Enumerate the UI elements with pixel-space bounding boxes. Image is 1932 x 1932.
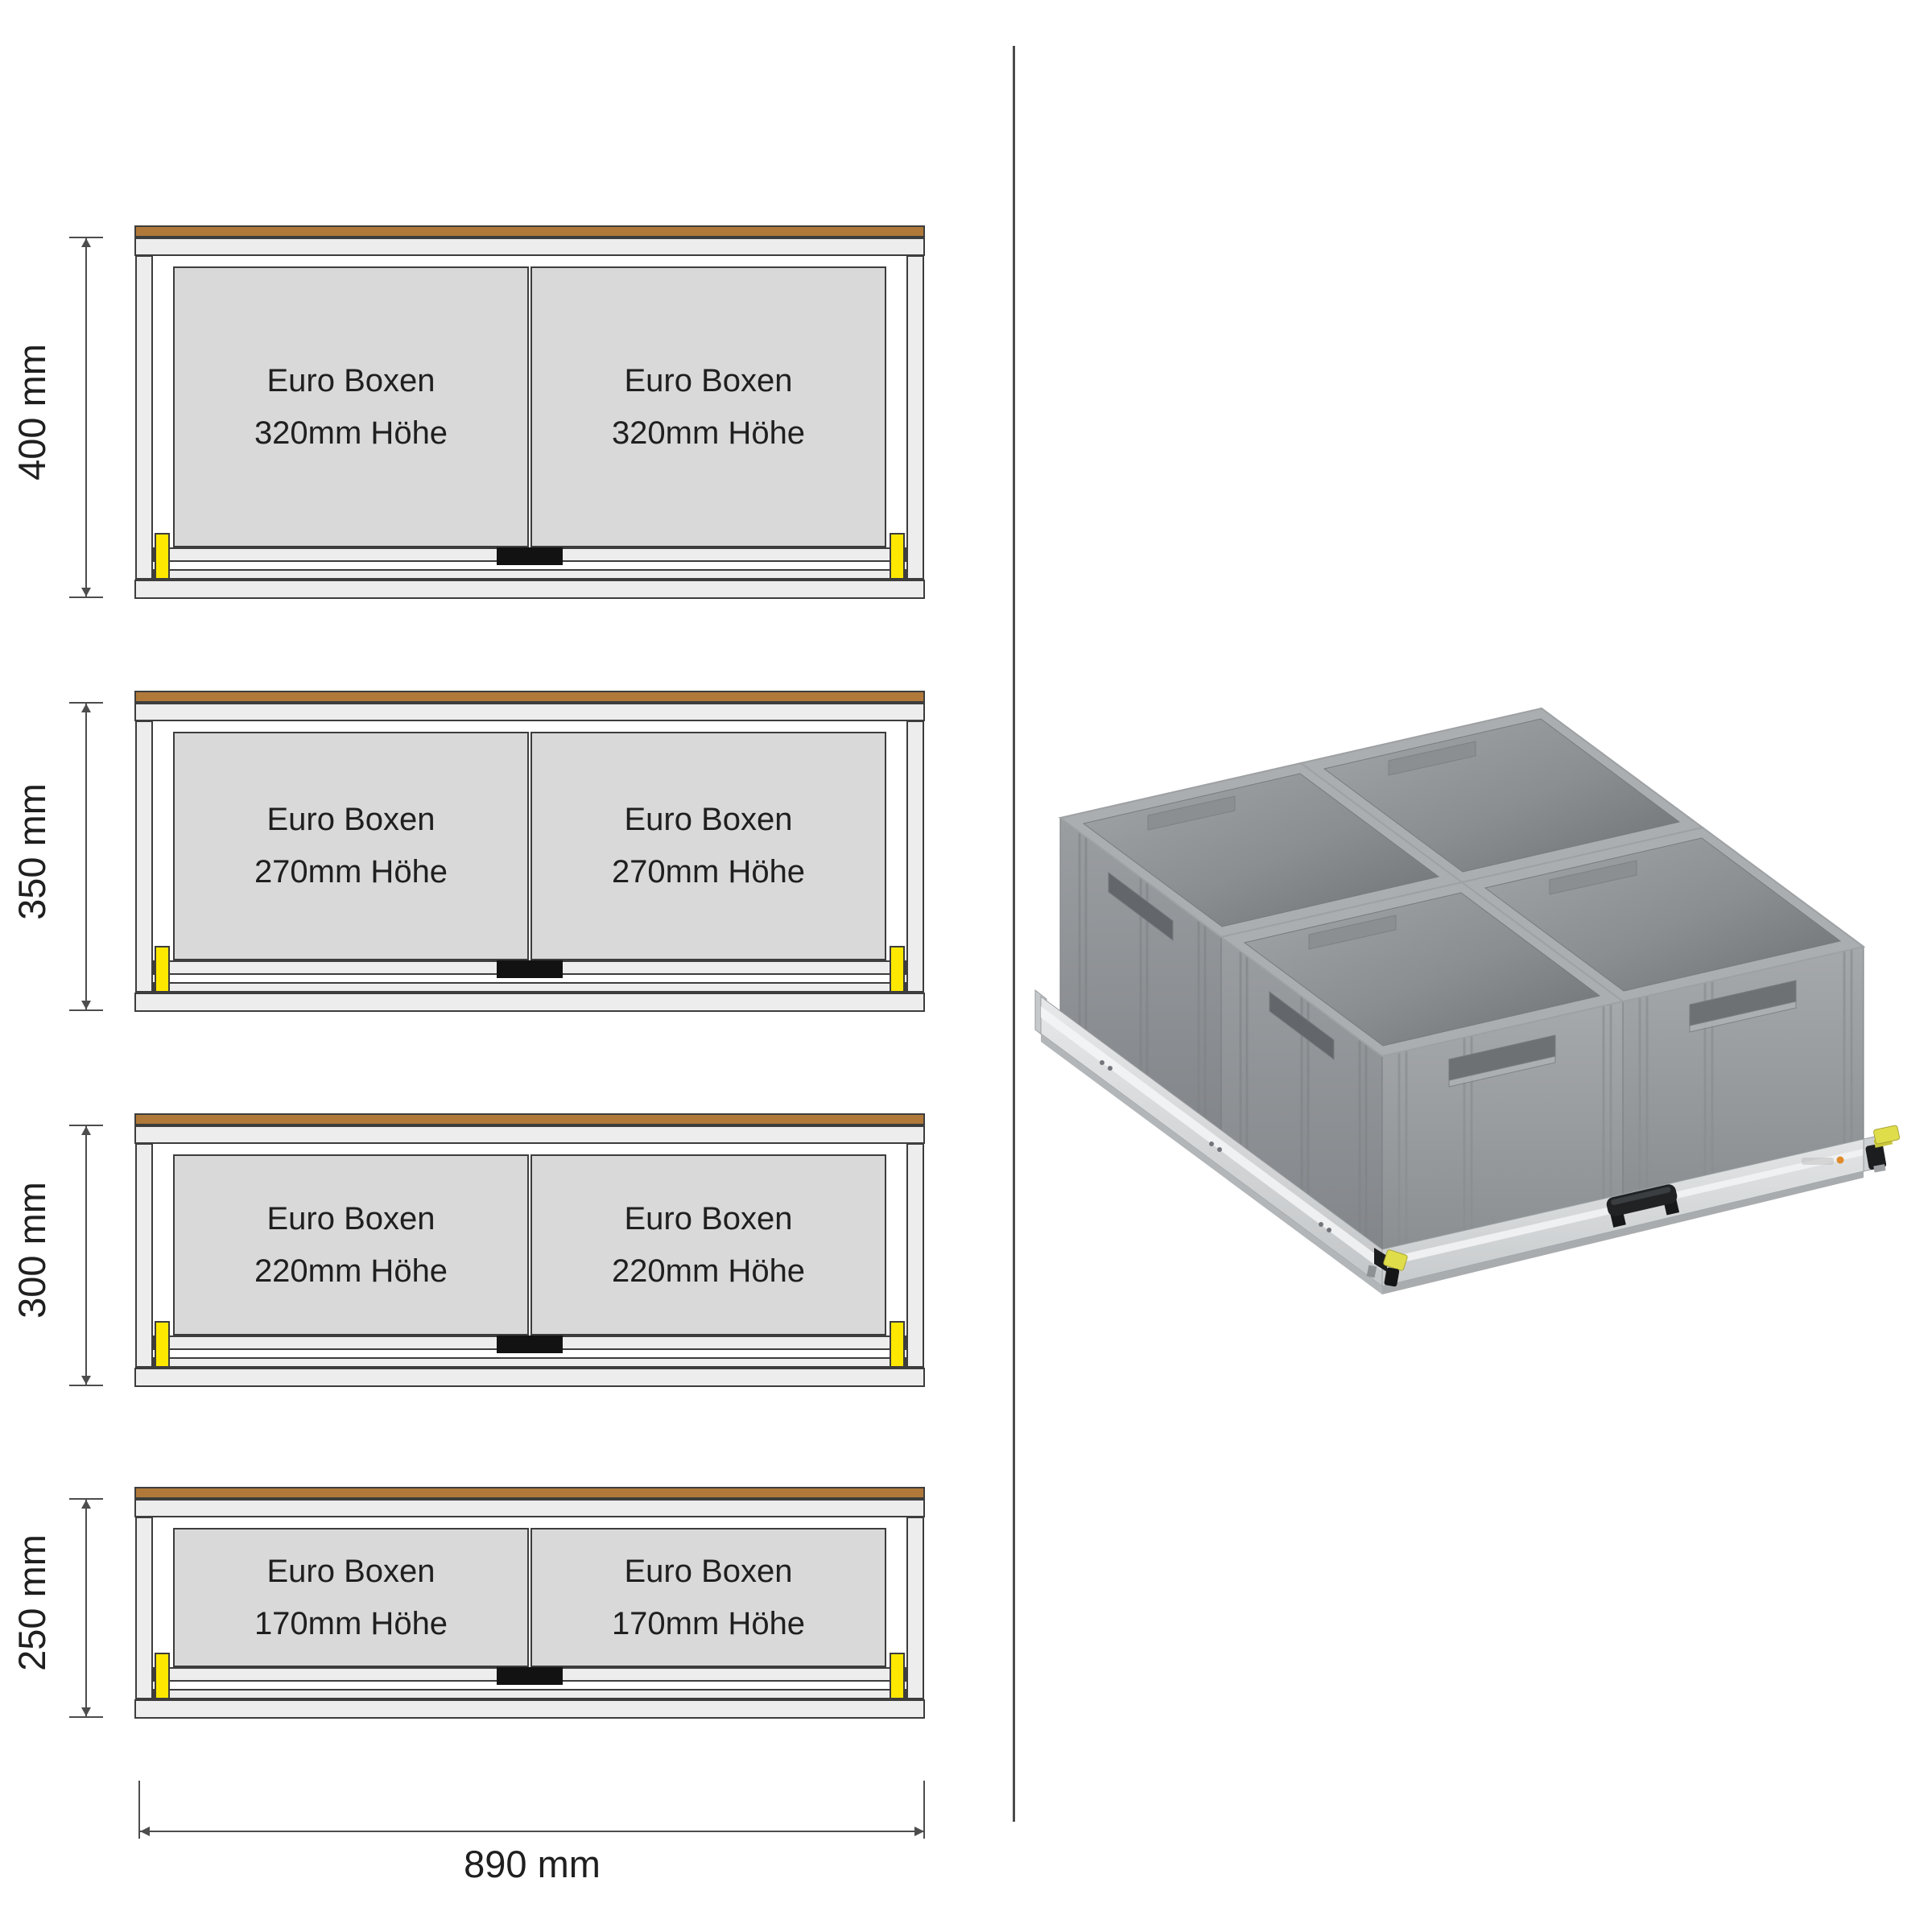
dimension-line <box>85 703 87 1010</box>
wood-top-strip <box>134 1113 925 1125</box>
yellow-lock-left <box>155 533 170 580</box>
dimension-tick-bottom <box>69 1385 103 1386</box>
box-label-line2: 170mm Höhe <box>254 1605 448 1641</box>
frame-side-bar-right <box>906 1517 924 1699</box>
yellow-lock-left <box>155 1321 170 1368</box>
drawer-handle <box>497 1667 563 1685</box>
width-dimension-line <box>140 1831 924 1832</box>
width-arrow-left <box>140 1827 150 1836</box>
box-label-line1: Euro Boxen <box>624 1200 793 1236</box>
height-dimension-label: 350 mm <box>10 782 53 920</box>
frame-side-bar-left <box>135 1143 153 1368</box>
wood-top-strip <box>134 691 925 703</box>
box-label-line2: 320mm Höhe <box>254 415 448 451</box>
drawer-handle <box>497 547 563 565</box>
dimension-arrow-up <box>81 704 91 712</box>
height-dimension-label: 300 mm <box>10 1182 53 1319</box>
yellow-clip-front-right <box>1865 1125 1900 1173</box>
frame-side-bar-right <box>906 255 924 580</box>
dimension-arrow-down <box>81 588 91 597</box>
yellow-lock-left <box>155 1653 170 1699</box>
frame-top-bar <box>134 1499 925 1517</box>
frame-top-bar <box>134 237 925 256</box>
cross-section-panel-300mm <box>10 1113 925 1387</box>
lower-rail-strip <box>153 569 906 580</box>
box-label-line2: 270mm Höhe <box>611 854 806 890</box>
lower-rail-strip <box>153 1689 906 1699</box>
dimension-arrow-up <box>81 1126 91 1135</box>
wood-top-strip <box>134 225 925 237</box>
width-dimension-label: 890 mm <box>464 1843 601 1885</box>
brand-dot <box>1837 1157 1844 1164</box>
box-label-line1: Euro Boxen <box>266 362 436 398</box>
dimension-line <box>85 1125 87 1385</box>
dimension-arrow-up <box>81 238 91 247</box>
cross-section-panel-250mm <box>10 1487 925 1719</box>
frame-bottom-bar <box>134 1699 925 1719</box>
box-label-line1: Euro Boxen <box>266 802 436 837</box>
euro-box-left <box>173 266 529 547</box>
box-label-line1: Euro Boxen <box>624 1553 793 1589</box>
yellow-lock-right <box>890 946 905 993</box>
box-label-line2: 170mm Höhe <box>611 1605 806 1641</box>
box-label-line1: Euro Boxen <box>266 1553 436 1589</box>
yellow-lock-right <box>890 533 905 580</box>
dimension-line <box>85 237 87 597</box>
dimension-line <box>85 1499 87 1717</box>
euro-box-right <box>530 266 886 547</box>
frame-top-bar <box>134 703 925 721</box>
box-label-line1: Euro Boxen <box>624 802 793 837</box>
euro-box-right <box>530 1528 886 1667</box>
brand-mark <box>1802 1158 1834 1165</box>
frame-side-bar-left <box>135 720 153 993</box>
frame-bottom-bar <box>134 993 925 1012</box>
lower-rail-strip <box>153 1357 906 1368</box>
euro-box-right <box>530 732 886 960</box>
cross-section-panel-350mm <box>10 691 925 1012</box>
frame-bottom-bar <box>134 580 925 599</box>
box-label-line1: Euro Boxen <box>624 362 793 398</box>
drawer-handle <box>497 960 563 978</box>
frame-side-bar-right <box>906 1143 924 1368</box>
frame-side-bar-left <box>135 1517 153 1699</box>
height-dimension-label: 250 mm <box>10 1534 53 1671</box>
frame-side-bar-left <box>135 255 153 580</box>
dimension-tick-bottom <box>69 597 103 598</box>
drawer-3d-illustration <box>1030 700 1932 1377</box>
yellow-lock-right <box>890 1321 905 1368</box>
vertical-divider-line <box>1013 46 1015 1822</box>
dimension-tick-bottom <box>69 1009 103 1011</box>
yellow-lock-right <box>890 1653 905 1699</box>
cross-section-panel-400mm <box>10 225 925 599</box>
dimension-arrow-down <box>81 1001 91 1009</box>
box-label-line2: 320mm Höhe <box>611 415 806 451</box>
frame-top-bar <box>134 1125 925 1144</box>
dimension-arrow-up <box>81 1500 91 1509</box>
drawer-handle <box>497 1335 563 1353</box>
euro-box-left <box>173 1528 529 1667</box>
box-label-line2: 270mm Höhe <box>254 854 448 890</box>
width-arrow-right <box>914 1827 924 1836</box>
euro-box-left <box>173 732 529 960</box>
box-label-line2: 220mm Höhe <box>254 1253 448 1289</box>
height-dimension-label: 400 mm <box>10 344 53 481</box>
dimension-arrow-down <box>81 1376 91 1385</box>
frame-side-bar-right <box>906 720 924 993</box>
box-label-line2: 220mm Höhe <box>611 1253 806 1289</box>
dimension-tick-bottom <box>69 1716 103 1718</box>
wood-top-strip <box>134 1487 925 1499</box>
yellow-lock-left <box>155 946 170 993</box>
lower-rail-strip <box>153 982 906 993</box>
euro-box-left <box>173 1154 529 1335</box>
box-label-line1: Euro Boxen <box>266 1200 436 1236</box>
euro-box-right <box>530 1154 886 1335</box>
dimension-arrow-down <box>81 1707 91 1716</box>
frame-bottom-bar <box>134 1368 925 1387</box>
